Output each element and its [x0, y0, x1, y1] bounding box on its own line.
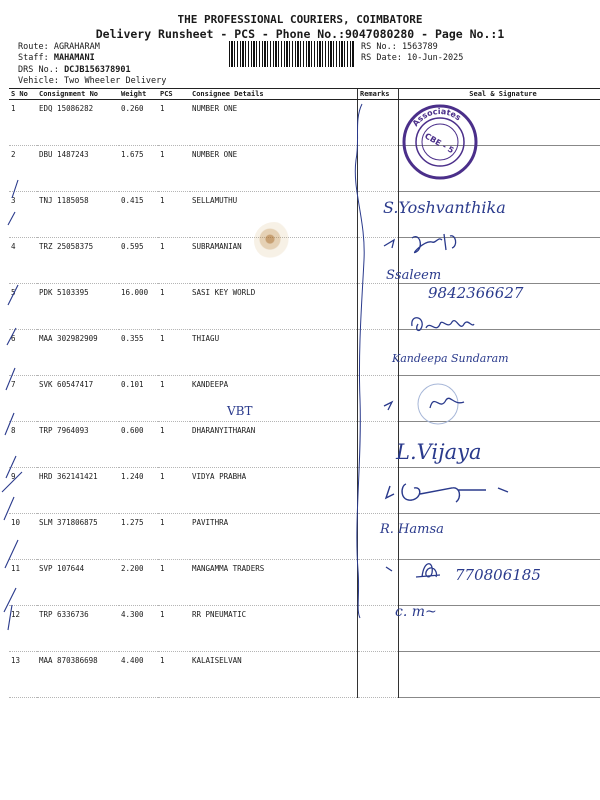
table-row [9, 146, 600, 192]
row-weight: 0.415 [119, 192, 158, 238]
drs-label: DRS No.: [18, 65, 65, 75]
table-row [9, 330, 600, 376]
table-header-row [9, 89, 600, 100]
row-sno: 4 [9, 238, 37, 284]
row-consignment: MAA 302982909 [37, 330, 119, 376]
row-weight: 0.355 [119, 330, 158, 376]
staff-label: Staff: [18, 53, 54, 63]
row-consignee: KANDEEPA [190, 376, 358, 422]
row-consignee: KALAISELVAN [190, 652, 358, 698]
row-sno: 8 [9, 422, 37, 468]
row-consignment: TRP 6336736 [37, 606, 119, 652]
company-title: THE PROFESSIONAL COURIERS, COIMBATORE [177, 13, 423, 26]
row-consignee: THIAGU [190, 330, 358, 376]
row-pcs: 1 [158, 468, 190, 514]
company-stamp [400, 102, 480, 182]
row-pcs: 1 [158, 100, 190, 146]
row-weight: 4.400 [119, 652, 158, 698]
signature-row-11: R. Hamsa [380, 522, 444, 537]
row-sno: 6 [9, 330, 37, 376]
signature-row-10 [382, 476, 522, 508]
row-consignment: HRD 362141421 [37, 468, 119, 514]
signature-row-13: c. m~ [395, 604, 437, 620]
row-consignee: PAVITHRA [190, 514, 358, 560]
note-row-8: VBT [227, 404, 253, 418]
route-text: Route: AGRAHARAM [18, 42, 100, 52]
barcode [229, 41, 355, 67]
col-sno-header: S No [9, 89, 37, 100]
row-consignee: RR PNEUMATIC [190, 606, 358, 652]
table-row [9, 606, 600, 652]
row-pcs: 1 [158, 238, 190, 284]
runsheet-subtitle: Delivery Runsheet - PCS - Phone No.:9047080280 - Page No.:1 [95, 27, 505, 41]
row-pcs: 1 [158, 606, 190, 652]
row-pcs: 1 [158, 514, 190, 560]
row-weight: 1.275 [119, 514, 158, 560]
row-pcs: 1 [158, 284, 190, 330]
signature-row-12: 770806185 [455, 566, 541, 584]
row-consignee: SASI KEY WORLD [190, 284, 358, 330]
row-sno: 2 [9, 146, 37, 192]
row-consignee: NUMBER ONE [190, 146, 358, 192]
row-pcs: 1 [158, 422, 190, 468]
remarks-brace [340, 100, 380, 620]
row-consignment: TRZ 25058375 [37, 238, 119, 284]
tick-marks [0, 100, 30, 640]
row-consignee: DHARANYITHARAN [190, 422, 358, 468]
row-consignment: PDK 5103395 [37, 284, 119, 330]
row-sno: 12 [9, 606, 37, 652]
signature-row-4 [380, 228, 470, 260]
row-remarks [358, 652, 399, 698]
row-sno: 11 [9, 560, 37, 606]
signature-row-9: L.Vijaya [396, 440, 482, 464]
row-weight: 1.675 [119, 146, 158, 192]
row-sno: 7 [9, 376, 37, 422]
col-pcs-header: PCS [158, 89, 190, 100]
table-row [9, 192, 600, 238]
row-consignment: SLM 371806875 [37, 514, 119, 560]
row-weight: 16.000 [119, 284, 158, 330]
drs-value: DCJB156378901 [64, 65, 131, 75]
signature-row-6 [408, 312, 478, 338]
row-weight: 0.101 [119, 376, 158, 422]
row-consignment: SVP 107644 [37, 560, 119, 606]
table-row [9, 652, 600, 698]
rs-number: RS No.: 1563789 [361, 42, 438, 52]
row-seal [399, 652, 600, 698]
row-pcs: 1 [158, 652, 190, 698]
row-weight: 1.240 [119, 468, 158, 514]
vehicle-text: Vehicle: Two Wheeler Delivery [18, 76, 167, 86]
row-consignment: DBU 1487243 [37, 146, 119, 192]
row-sno: 13 [9, 652, 37, 698]
row-sno: 5 [9, 284, 37, 330]
table-row [9, 100, 600, 146]
row-pcs: 1 [158, 560, 190, 606]
row-pcs: 1 [158, 330, 190, 376]
rs-date: RS Date: 10-Jun-2025 [361, 53, 464, 63]
row-sno: 1 [9, 100, 37, 146]
col-consignment-header: Consignment No [37, 89, 119, 100]
row-consignment: SVK 60547417 [37, 376, 119, 422]
row-consignment: MAA 870386698 [37, 652, 119, 698]
col-consignee-header: Consignee Details [190, 89, 358, 100]
row-consignment: TNJ 1185058 [37, 192, 119, 238]
col-seal-header: Seal & Signature [399, 89, 600, 100]
row-pcs: 1 [158, 376, 190, 422]
row-consignee: SELLAMUTHU [190, 192, 358, 238]
drs-text [18, 65, 131, 75]
signature-row-3: S.Yoshvanthika [383, 198, 506, 217]
row-consignment: EDQ 15086282 [37, 100, 119, 146]
row-weight: 4.300 [119, 606, 158, 652]
row-weight: 0.600 [119, 422, 158, 468]
signature-row-7: Kandeepa Sundaram [392, 352, 509, 365]
row-consignee: MANGAMMA TRADERS [190, 560, 358, 606]
signature-row-5-name: Ssaleem [386, 268, 442, 283]
col-remarks-header: Remarks [358, 89, 399, 100]
row-consignee: SUBRAMANIAN [190, 238, 358, 284]
row-pcs: 1 [158, 192, 190, 238]
row-pcs: 1 [158, 146, 190, 192]
staff-value: MAHAMANI [53, 53, 95, 63]
row-weight: 0.260 [119, 100, 158, 146]
table-row [9, 422, 600, 468]
table-row [9, 238, 600, 284]
table-row [9, 514, 600, 560]
signature-row-12-mark [382, 555, 442, 585]
signature-row-5-phone: 9842366627 [428, 284, 524, 302]
row-consignment: TRP 7964093 [37, 422, 119, 468]
runsheet-table [9, 88, 600, 698]
row-weight: 2.200 [119, 560, 158, 606]
row-consignee: NUMBER ONE [190, 100, 358, 146]
signature-row-8 [380, 382, 490, 432]
table-row [9, 376, 600, 422]
col-weight-header: Weight [119, 89, 158, 100]
row-sno: 10 [9, 514, 37, 560]
row-consignee: VIDYA PRABHA [190, 468, 358, 514]
row-sno: 9 [9, 468, 37, 514]
stain-mark [254, 222, 294, 260]
stamp-ring-text: Associates [410, 106, 463, 129]
row-weight: 0.595 [119, 238, 158, 284]
row-sno: 3 [9, 192, 37, 238]
stamp-center-text: CBE - 5 [423, 131, 456, 156]
staff-text [18, 53, 95, 63]
